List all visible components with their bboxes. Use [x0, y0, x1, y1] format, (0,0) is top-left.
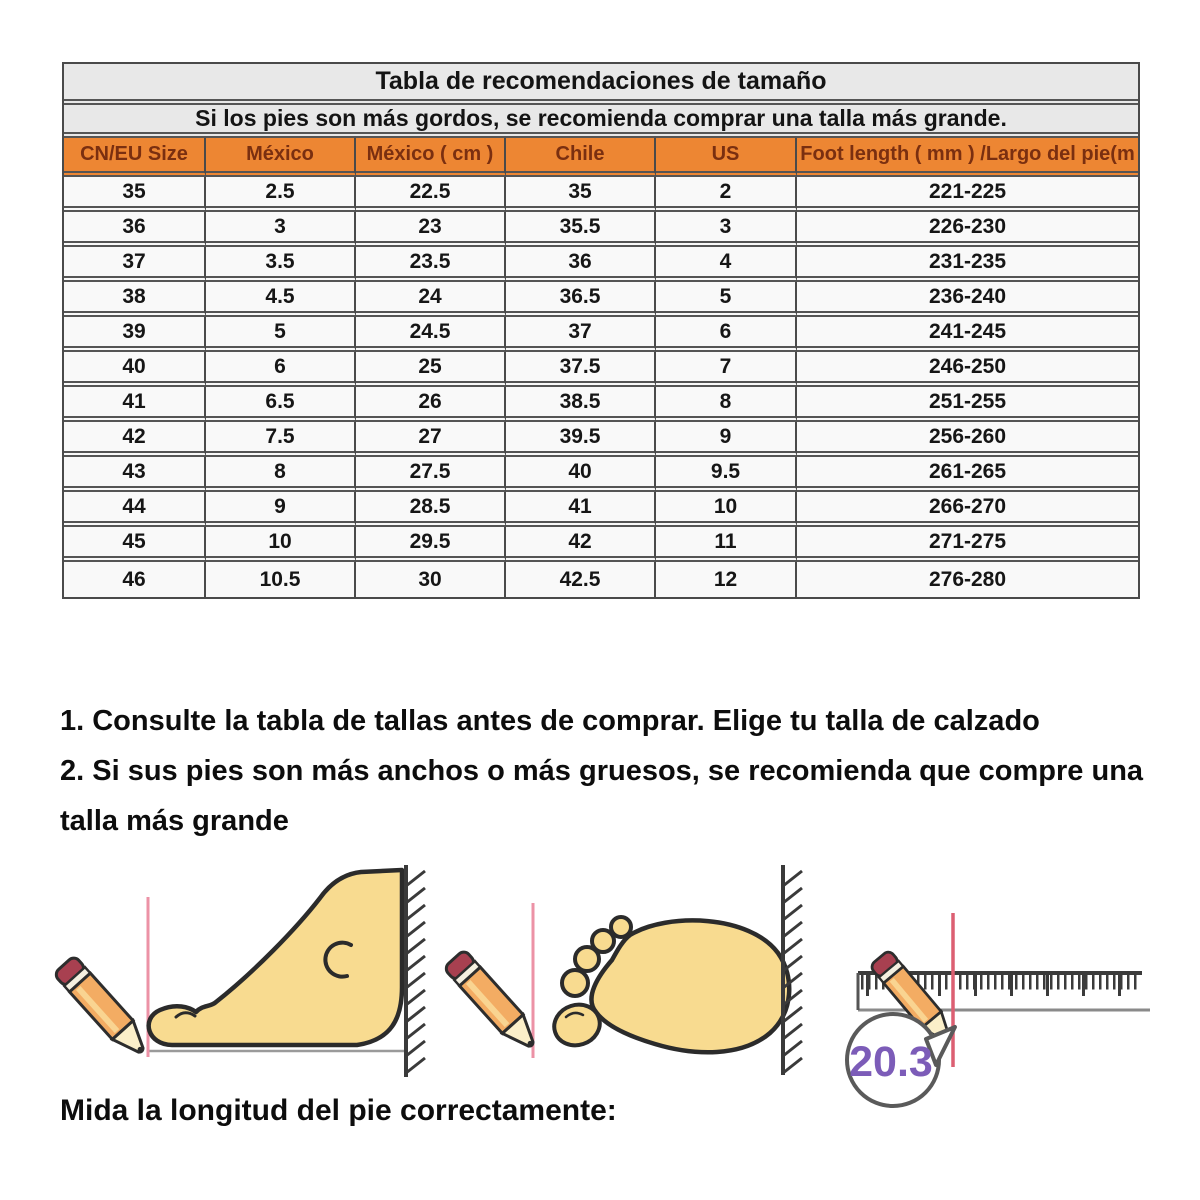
cell-mexico-cm: 29.5 [356, 527, 506, 562]
note-2-line-2: talla más grande [60, 805, 289, 837]
cell-us: 8 [656, 387, 797, 422]
table-row [64, 457, 1138, 492]
cell-mexico-cm: 26 [356, 387, 506, 422]
cell-cn-eu-size: 41 [64, 387, 206, 422]
cell-cn-eu-size: 37 [64, 247, 206, 282]
table-columns-row [64, 138, 1138, 177]
cell-mexico-cm: 27.5 [356, 457, 506, 492]
ruler-figure [847, 913, 1150, 1106]
cell-us: 10 [656, 492, 797, 527]
column-header: México [206, 138, 356, 177]
cell-us: 6 [656, 317, 797, 352]
foot-top-figure [443, 865, 802, 1075]
cell-mexico: 3 [206, 212, 356, 247]
cell-mexico: 6 [206, 352, 356, 387]
cell-chile: 36.5 [506, 282, 656, 317]
cell-foot-length: 266-270 [797, 492, 1138, 527]
cell-chile: 37.5 [506, 352, 656, 387]
wall-hatch [406, 871, 425, 1073]
table-row [64, 387, 1138, 422]
cell-mexico-cm: 24 [356, 282, 506, 317]
cell-foot-length: 256-260 [797, 422, 1138, 457]
foot-side-icon [149, 870, 402, 1045]
cell-cn-eu-size: 36 [64, 212, 206, 247]
purchase-notes [60, 696, 1160, 846]
note-1: 1. Consulte la tabla de tallas antes de comprar. Elige tu talla de calzado [60, 705, 1040, 737]
cell-mexico: 3.5 [206, 247, 356, 282]
cell-mexico-cm: 25 [356, 352, 506, 387]
cell-chile: 41 [506, 492, 656, 527]
cell-mexico-cm: 28.5 [356, 492, 506, 527]
cell-mexico: 9 [206, 492, 356, 527]
cell-cn-eu-size: 38 [64, 282, 206, 317]
table-head [64, 64, 1138, 177]
foot-side-figure [53, 865, 425, 1077]
pencil-icon [53, 955, 152, 1060]
cell-cn-eu-size: 39 [64, 317, 206, 352]
table-row [64, 177, 1138, 212]
cell-foot-length: 226-230 [797, 212, 1138, 247]
table-subtitle-row [64, 105, 1138, 138]
table-title: Tabla de recomendaciones de tamaño [64, 64, 1138, 105]
cell-chile: 35 [506, 177, 656, 212]
cell-us: 11 [656, 527, 797, 562]
table-title-row [64, 64, 1138, 105]
table-row [64, 317, 1138, 352]
cell-chile: 42.5 [506, 562, 656, 597]
cell-mexico-cm: 23 [356, 212, 506, 247]
cell-chile: 37 [506, 317, 656, 352]
cell-us: 4 [656, 247, 797, 282]
cell-foot-length: 251-255 [797, 387, 1138, 422]
foot-top-icon [591, 920, 789, 1052]
cell-us: 7 [656, 352, 797, 387]
cell-cn-eu-size: 45 [64, 527, 206, 562]
cell-chile: 35.5 [506, 212, 656, 247]
cell-mexico-cm: 22.5 [356, 177, 506, 212]
size-chart-table [62, 62, 1140, 599]
measure-caption: Mida la longitud del pie correctamente: [60, 1094, 617, 1127]
cell-foot-length: 246-250 [797, 352, 1138, 387]
cell-chile: 40 [506, 457, 656, 492]
cell-cn-eu-size: 44 [64, 492, 206, 527]
cell-us: 5 [656, 282, 797, 317]
table-row [64, 422, 1138, 457]
table-row [64, 562, 1138, 597]
measurement-illustrations [0, 855, 1200, 1120]
cell-mexico: 5 [206, 317, 356, 352]
table-row [64, 212, 1138, 247]
cell-mexico-cm: 24.5 [356, 317, 506, 352]
cell-foot-length: 231-235 [797, 247, 1138, 282]
table-row [64, 352, 1138, 387]
cell-us: 2 [656, 177, 797, 212]
table-subtitle: Si los pies son más gordos, se recomienda comprar una talla más grande. [64, 105, 1138, 138]
cell-mexico: 6.5 [206, 387, 356, 422]
cell-mexico: 2.5 [206, 177, 356, 212]
table-row [64, 282, 1138, 317]
table-row [64, 247, 1138, 282]
pencil-icon [443, 949, 542, 1054]
cell-us: 9.5 [656, 457, 797, 492]
table-row [64, 492, 1138, 527]
cell-chile: 36 [506, 247, 656, 282]
column-header: Foot length ( mm ) /Largo del pie(m [797, 138, 1138, 177]
cell-chile: 38.5 [506, 387, 656, 422]
cell-mexico-cm: 30 [356, 562, 506, 597]
note-2-line-1: 2. Si sus pies son más anchos o más gruesos, se recomienda que compre una [60, 755, 1144, 787]
cell-mexico: 4.5 [206, 282, 356, 317]
column-header: México ( cm ) [356, 138, 506, 177]
cell-cn-eu-size: 43 [64, 457, 206, 492]
cell-mexico: 8 [206, 457, 356, 492]
cell-us: 9 [656, 422, 797, 457]
column-header: Chile [506, 138, 656, 177]
cell-foot-length: 236-240 [797, 282, 1138, 317]
measurement-value: 20.3 [849, 1038, 933, 1086]
cell-foot-length: 276-280 [797, 562, 1138, 597]
cell-chile: 42 [506, 527, 656, 562]
table-body [64, 177, 1138, 597]
column-header: CN/EU Size [64, 138, 206, 177]
cell-mexico-cm: 23.5 [356, 247, 506, 282]
cell-us: 3 [656, 212, 797, 247]
cell-cn-eu-size: 35 [64, 177, 206, 212]
cell-cn-eu-size: 42 [64, 422, 206, 457]
cell-foot-length: 221-225 [797, 177, 1138, 212]
cell-chile: 39.5 [506, 422, 656, 457]
cell-foot-length: 241-245 [797, 317, 1138, 352]
cell-us: 12 [656, 562, 797, 597]
cell-cn-eu-size: 40 [64, 352, 206, 387]
column-header: US [656, 138, 797, 177]
table-row [64, 527, 1138, 562]
cell-mexico: 10 [206, 527, 356, 562]
cell-cn-eu-size: 46 [64, 562, 206, 597]
cell-mexico: 10.5 [206, 562, 356, 597]
cell-foot-length: 261-265 [797, 457, 1138, 492]
cell-foot-length: 271-275 [797, 527, 1138, 562]
cell-mexico: 7.5 [206, 422, 356, 457]
cell-mexico-cm: 27 [356, 422, 506, 457]
